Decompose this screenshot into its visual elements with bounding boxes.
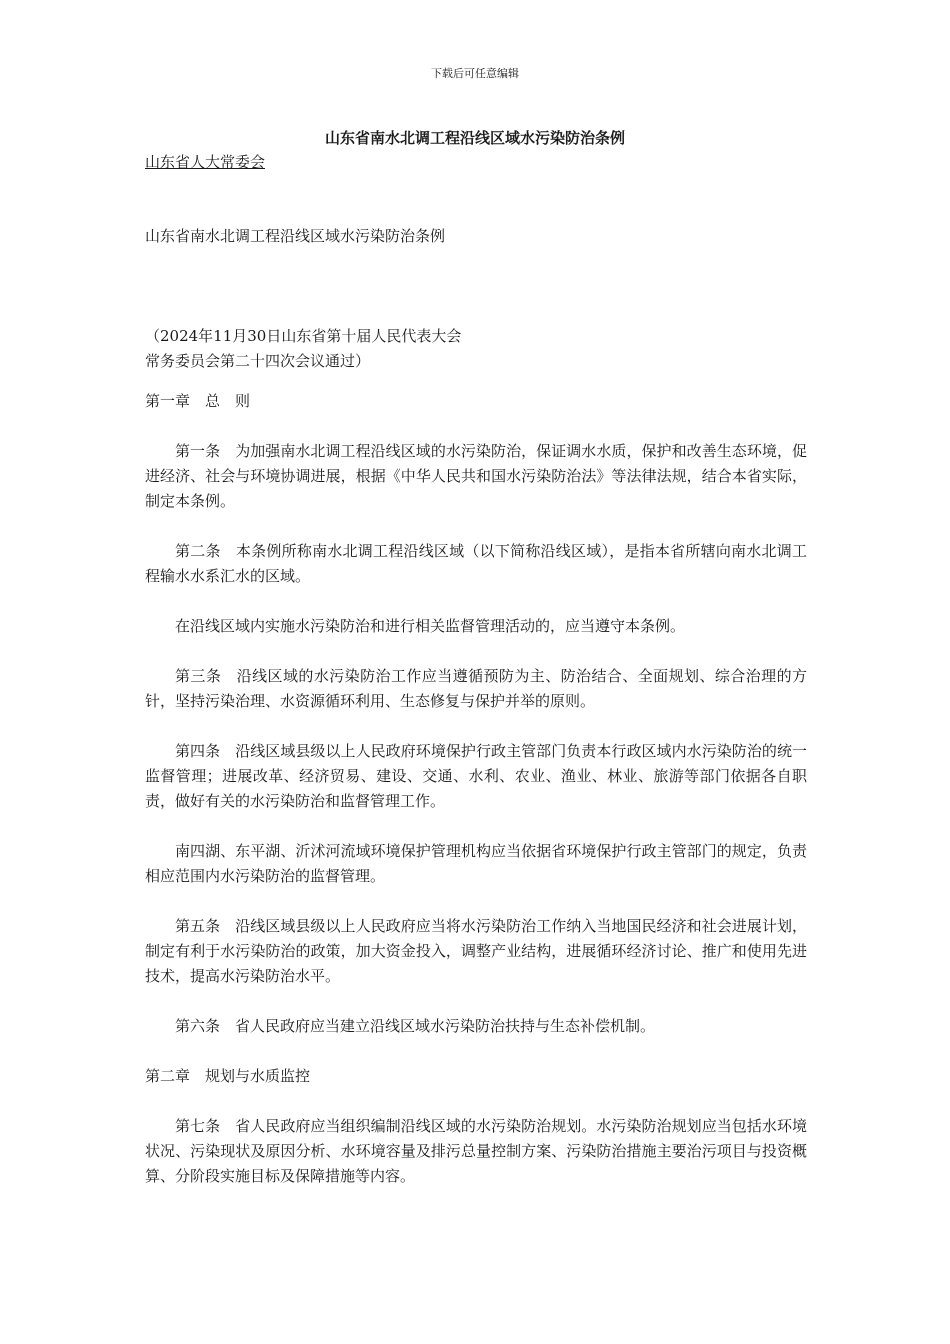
article-paragraph: 第七条 省人民政府应当组织编制沿线区域的水污染防治规划。水污染防治规划应当包括水环境状况、污染现状及原因分析、水环境容量及排污总量控制方案、污染防治措施主要治污项目与投资概算、分阶段实施目标及保障措施等内容。 <box>145 1117 807 1185</box>
issuer-link[interactable]: 山东省人大常委会 <box>145 153 266 171</box>
adoption-note <box>145 324 807 374</box>
article-paragraph: 第一条 为加强南水北调工程沿线区域的水污染防治，保证调水水质，保护和改善生态环境，促进经济、社会与环境协调进展，根据《中华人民共和国水污染防治法》等法律法规，结合本省实际，制定本条例。 <box>145 442 807 510</box>
article-paragraph: 第六条 省人民政府应当建立沿线区域水污染防治扶持与生态补偿机制。 <box>175 1017 656 1035</box>
article-paragraph: 第二条 本条例所称南水北调工程沿线区域（以下简称沿线区域），是指本省所辖向南水北调工程输水水系汇水的区域。 <box>145 542 807 585</box>
article-paragraph: 第三条 沿线区域的水污染防治工作应当遵循预防为主、防治结合、全面规划、综合治理的方针，坚持污染治理、水资源循环利用、生态修复与保护并举的原则。 <box>145 667 807 710</box>
article-paragraph: 第五条 沿线区域县级以上人民政府应当将水污染防治工作纳入当地国民经济和社会进展计划，制定有利于水污染防治的政策，加大资金投入，调整产业结构，进展循环经济讨论、推广和使用先进技术，提高水污染防治水平。 <box>145 917 807 985</box>
chapter-heading: 第二章 规划与水质监控 <box>145 1067 311 1085</box>
article-paragraph: 第四条 沿线区域县级以上人民政府环境保护行政主管部门负责本行政区域内水污染防治的统一监督管理；进展改革、经济贸易、建设、交通、水利、农业、渔业、林业、旅游等部门依据各自职责，做好有关的水污染防治和监督管理工作。 <box>145 742 807 810</box>
body-title: 山东省南水北调工程沿线区域水污染防治条例 <box>145 227 446 245</box>
adoption-line-2: 常务委员会第二十四次会议通过） <box>145 352 371 370</box>
document-title: 山东省南水北调工程沿线区域水污染防治条例 <box>324 129 625 147</box>
chapter-heading: 第一章 总 则 <box>145 392 251 410</box>
article-paragraph: 南四湖、东平湖、沂沭河流域环境保护管理机构应当依据省环境保护行政主管部门的规定，负责相应范围内水污染防治的监督管理。 <box>145 842 807 885</box>
article-paragraph: 在沿线区域内实施水污染防治和进行相关监督管理活动的，应当遵守本条例。 <box>175 617 686 635</box>
document-body <box>145 224 807 1214</box>
header-note: 下载后可任意编辑 <box>431 67 519 80</box>
adoption-line-1: （2024年11月30日山东省第十届人民代表大会 <box>145 327 462 345</box>
